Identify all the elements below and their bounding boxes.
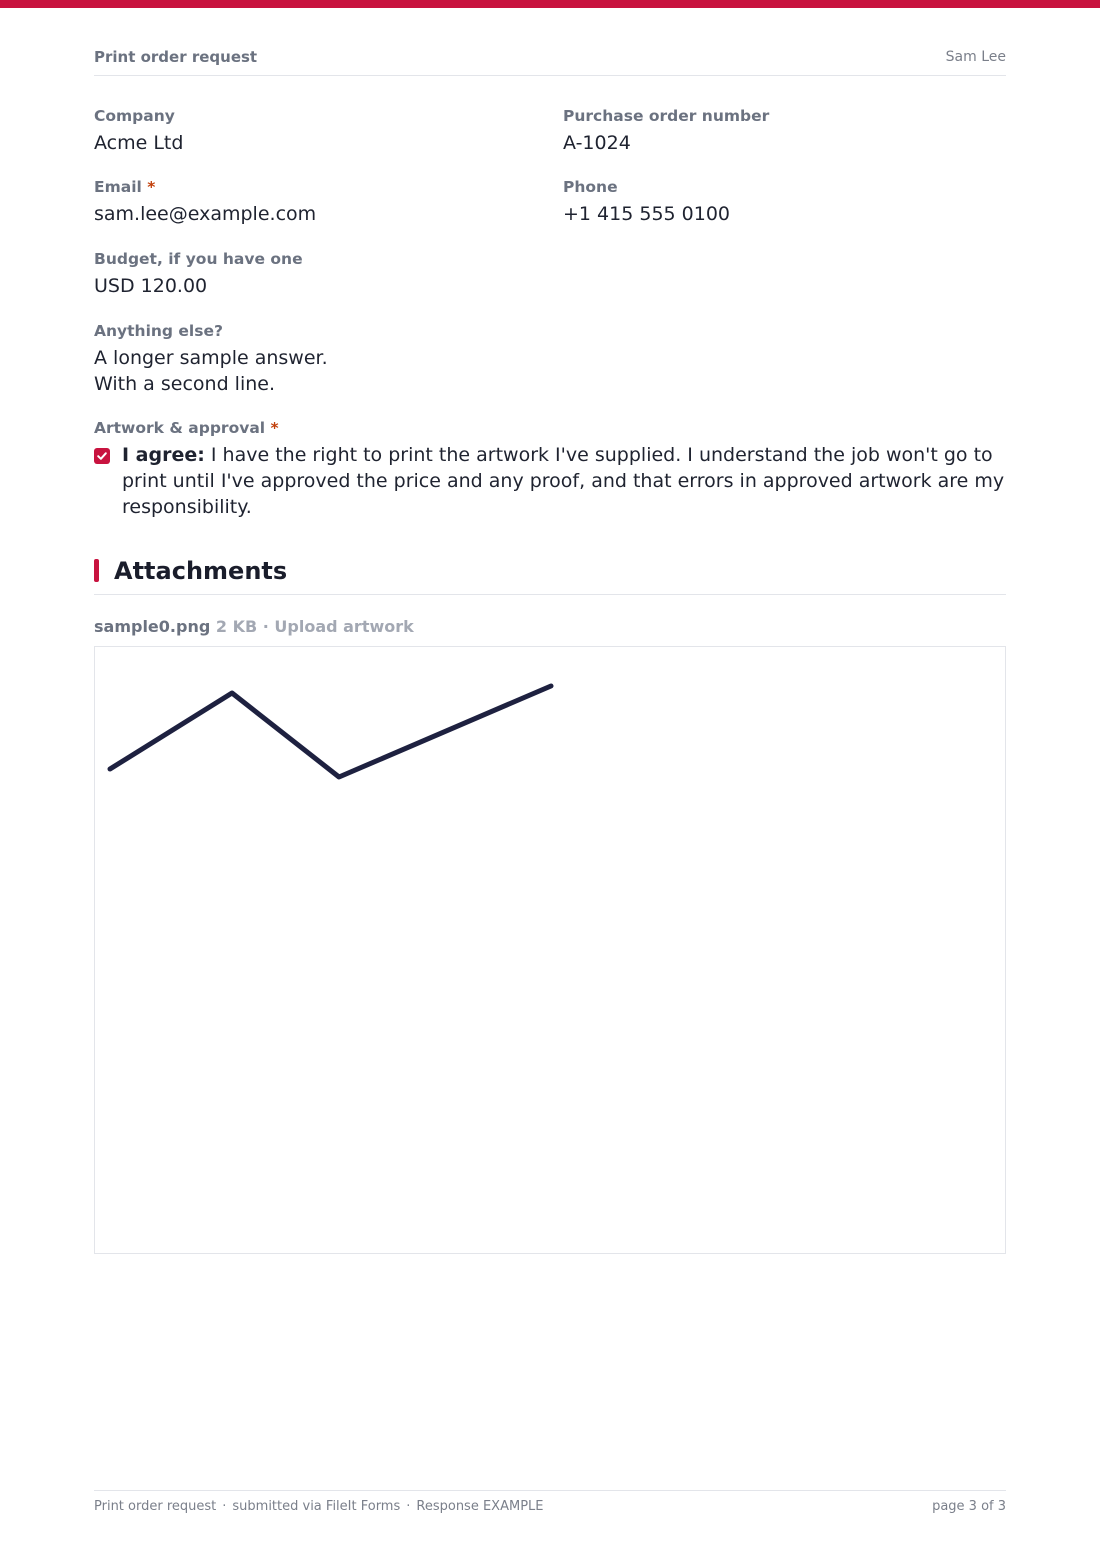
page-header [94,48,1006,76]
checkmark-icon [96,450,108,462]
artwork-label: Artwork & approval [94,419,266,437]
accent-top-bar [0,0,1100,8]
email-field [94,177,316,227]
anything-else-field [94,321,328,397]
attachment-meta [94,617,414,637]
agree-statement: I have the right to print the artwork I've supplied. I understand the job won't go to print until I've approved the price and any proof, and that errors in approved artwork are my responsibility. [122,444,1005,518]
company-value: Acme Ltd [94,132,184,154]
footer-form-name: Print order request [94,1499,217,1514]
sketch-image [95,647,1005,1253]
agree-label: I agree: [122,444,205,466]
section-accent-bar [94,559,99,582]
required-marker: * [270,419,279,437]
email-value: sam.lee@example.com [94,203,317,225]
attachments-section-header [94,556,1006,595]
attachment-file-name[interactable]: sample0.png [94,617,211,636]
artwork-approval-field [94,418,279,438]
page-number: page 3 of 3 [932,1499,1006,1514]
respondent-name: Sam Lee [945,49,1006,65]
attachments-heading: Attachments [114,557,288,585]
po-number-value: A-1024 [563,132,631,154]
footer-info [94,1499,543,1514]
email-label: Email [94,178,142,196]
anything-else-label: Anything else? [94,322,223,340]
budget-value: USD 120.00 [94,275,208,297]
company-field [94,106,183,156]
phone-value: +1 415 555 0100 [563,203,731,225]
budget-label: Budget, if you have one [94,250,303,268]
agree-row [94,442,1006,520]
separator-dot: · [406,1499,411,1514]
separator-dot: · [222,1499,227,1514]
form-title: Print order request [94,48,258,66]
required-marker: * [147,178,156,196]
budget-field [94,249,303,299]
anything-else-value: A longer sample answer. With a second line. [94,347,328,395]
footer-response-id: Response EXAMPLE [416,1499,544,1514]
attachment-preview [94,646,1006,1254]
company-label: Company [94,107,175,125]
page-footer [94,1490,1006,1521]
footer-submitted-via: submitted via FileIt Forms [232,1499,401,1514]
phone-label: Phone [563,178,618,196]
phone-field [563,177,730,227]
email-label-row [94,177,316,197]
agree-checkbox[interactable] [94,448,110,464]
po-number-field [563,106,769,156]
artwork-label-row [94,418,279,438]
attachment-file-info: 2 KB · Upload artwork [215,617,414,636]
po-number-label: Purchase order number [563,107,770,125]
sketch-line [110,686,551,777]
agree-text [122,442,1006,520]
